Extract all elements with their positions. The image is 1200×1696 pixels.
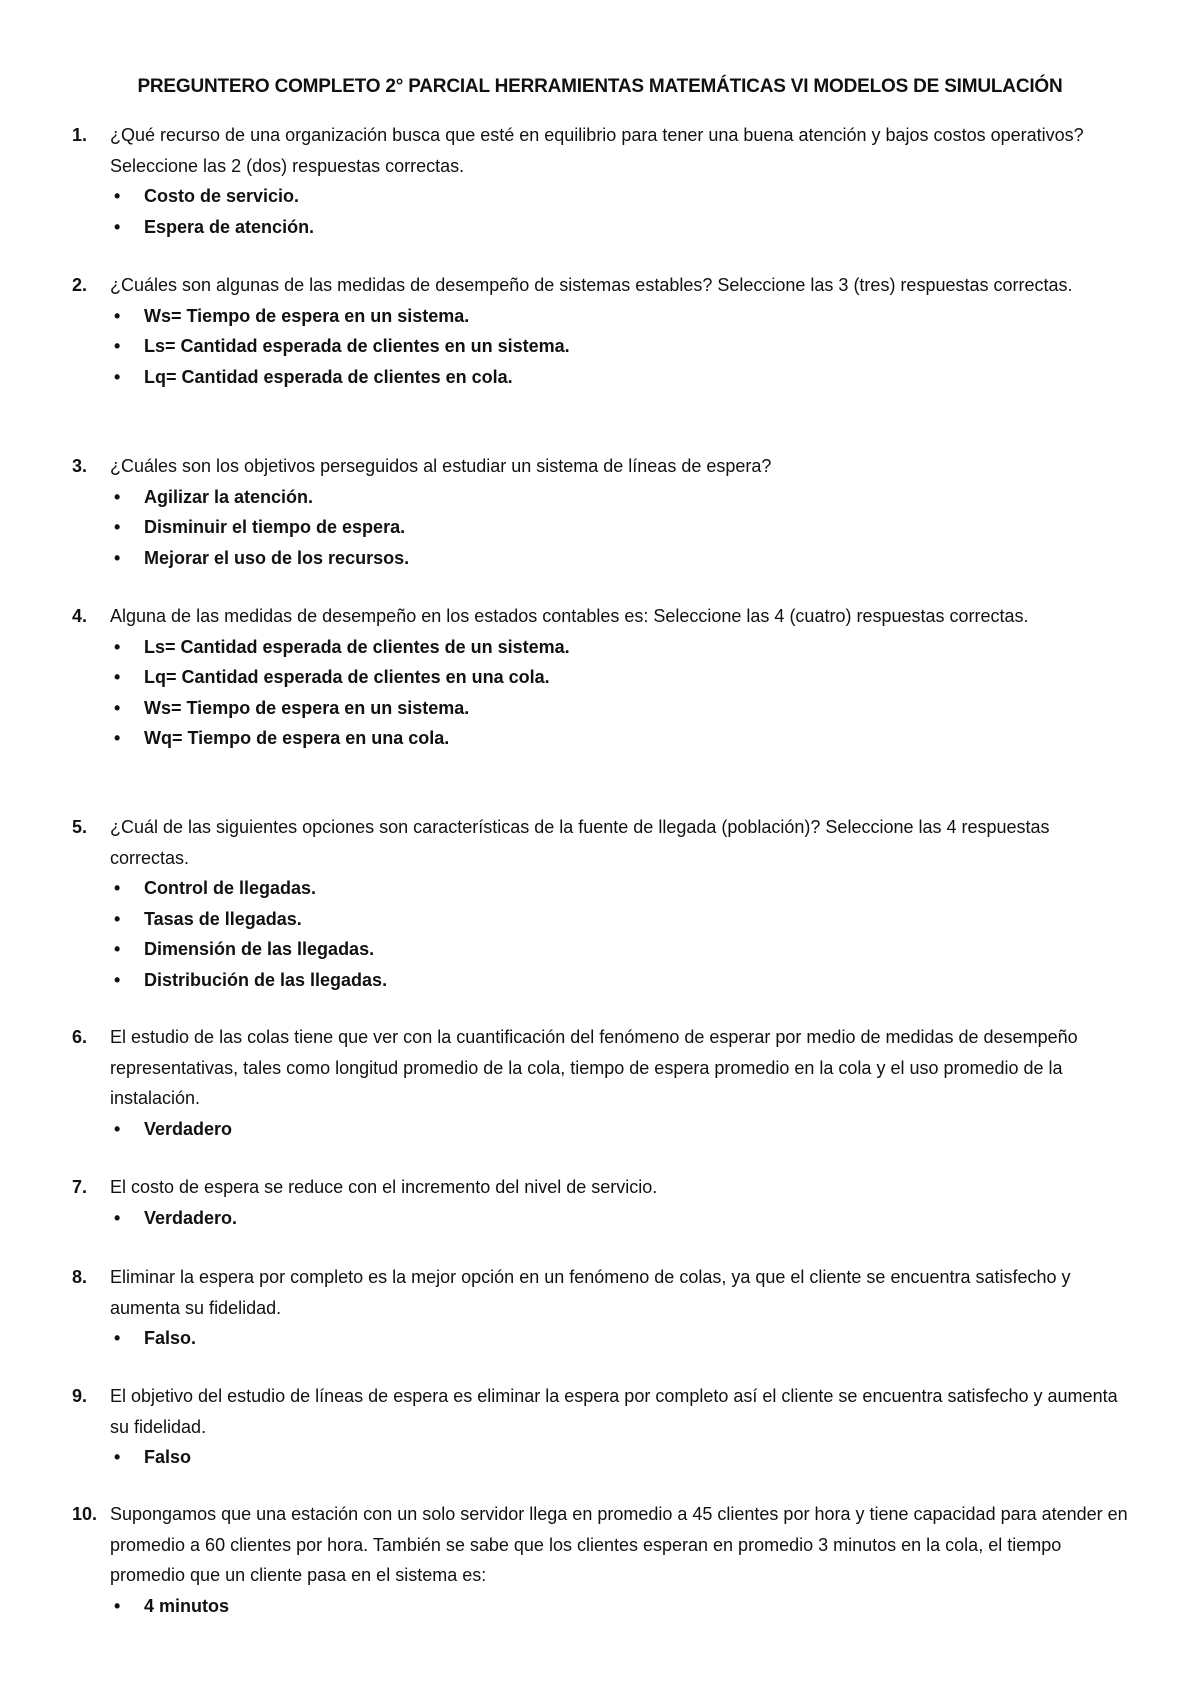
- question-text: Supongamos que una estación con un solo servidor llega en promedio a 45 clientes por hora y tiene capacidad para atender en promedio a 60 clientes por hora. También se sabe que los clientes esperan en promedio 3 minutos en la cola, el tiempo promedio que un cliente pasa en el sistema es:: [110, 1504, 1128, 1585]
- answer-item: [110, 362, 1132, 393]
- bullet-icon: •: [114, 517, 121, 537]
- answer-item: [110, 301, 1132, 332]
- question-9: [72, 1381, 1132, 1473]
- bullet-icon: •: [114, 728, 121, 748]
- bullet-icon: •: [114, 939, 121, 959]
- answer-item: [110, 632, 1132, 663]
- answer-item: [110, 543, 1132, 574]
- question-6: [72, 1022, 1132, 1144]
- answer-list: [72, 632, 1132, 754]
- question-text: ¿Cuáles son algunas de las medidas de desempeño de sistemas estables? Seleccione las 3 (tres) respuestas correctas.: [110, 275, 1073, 295]
- bullet-icon: •: [114, 1328, 121, 1348]
- bullet-icon: •: [114, 969, 121, 990]
- answer-list: [72, 1442, 1132, 1473]
- answer-item: [110, 512, 1132, 543]
- answer-text: Ws= Tiempo de espera en un sistema.: [144, 697, 470, 718]
- answer-text: Verdadero.: [144, 1207, 238, 1228]
- question-text: Eliminar la espera por completo es la mejor opción en un fenómeno de colas, ya que el cliente se encuentra satisfecho y aumenta su fidelidad.: [110, 1267, 1071, 1318]
- question-8: [72, 1262, 1132, 1354]
- answer-text: Lq= Cantidad esperada de clientes en una cola.: [144, 667, 550, 687]
- answer-text: Verdadero: [144, 1118, 233, 1139]
- answer-list: [72, 1203, 1132, 1234]
- question-4: [72, 601, 1132, 754]
- answer-text: Falso.: [144, 1328, 197, 1348]
- question-1: [72, 120, 1132, 242]
- answer-item: [110, 212, 1132, 243]
- bullet-icon: •: [114, 216, 121, 237]
- answer-item: [110, 904, 1132, 935]
- answer-text: Disminuir el tiempo de espera.: [144, 517, 406, 537]
- answer-list: [72, 1323, 1132, 1354]
- bullet-icon: •: [114, 1447, 121, 1467]
- bullet-icon: •: [114, 336, 121, 356]
- answer-item: [110, 662, 1132, 693]
- answer-text: Control de llegadas.: [144, 878, 317, 898]
- answer-list: [72, 873, 1132, 995]
- answer-text: Tasas de llegadas.: [144, 908, 302, 929]
- answer-text: Dimensión de las llegadas.: [144, 939, 375, 959]
- question-number: 4.: [72, 606, 88, 626]
- answer-item: [110, 965, 1132, 996]
- answer-item: [110, 1203, 1132, 1234]
- bullet-icon: •: [114, 1118, 121, 1139]
- question-number: 3.: [72, 456, 88, 476]
- question-number: 10.: [72, 1504, 98, 1524]
- answer-item: [110, 482, 1132, 513]
- answer-item: [110, 1323, 1132, 1354]
- answer-text: Ls= Cantidad esperada de clientes en un sistema.: [144, 336, 570, 356]
- answer-item: [110, 934, 1132, 965]
- answer-item: [110, 693, 1132, 724]
- bullet-icon: •: [114, 305, 121, 326]
- question-10: [72, 1499, 1132, 1621]
- document-title: PREGUNTERO COMPLETO 2° PARCIAL HERRAMIENTAS MATEMÁTICAS VI MODELOS DE SIMULACIÓN: [137, 76, 1063, 97]
- question-number: 8.: [72, 1267, 88, 1287]
- answer-text: Agilizar la atención.: [144, 486, 314, 507]
- bullet-icon: •: [114, 908, 121, 929]
- bullet-icon: •: [114, 878, 121, 898]
- question-text: El objetivo del estudio de líneas de espera es eliminar la espera por completo así el cliente se encuentra satisfecho y aumenta su fidelidad.: [110, 1386, 1118, 1437]
- answer-item: [110, 1114, 1132, 1145]
- question-5: [72, 812, 1132, 995]
- question-text: Alguna de las medidas de desempeño en los estados contables es: Seleccione las 4 (cuatro) respuestas correctas.: [110, 606, 1029, 626]
- answer-text: Distribución de las llegadas.: [144, 969, 388, 990]
- bullet-icon: •: [114, 486, 121, 507]
- answer-list: [72, 181, 1132, 242]
- question-text: ¿Cuáles son los objetivos perseguidos al estudiar un sistema de líneas de espera?: [110, 456, 772, 476]
- bullet-icon: •: [114, 667, 121, 687]
- question-number: 1.: [72, 125, 88, 145]
- answer-text: Ws= Tiempo de espera en un sistema.: [144, 305, 470, 326]
- question-7: [72, 1172, 1132, 1233]
- answer-text: 4 minutos: [144, 1595, 230, 1616]
- answer-item: [110, 1442, 1132, 1473]
- answer-list: [72, 1114, 1132, 1145]
- question-text: El costo de espera se reduce con el incremento del nivel de servicio.: [110, 1177, 658, 1197]
- answer-text: Espera de atención.: [144, 216, 315, 237]
- answer-item: [110, 1591, 1132, 1622]
- question-text: ¿Cuál de las siguientes opciones son características de la fuente de llegada (población)? Seleccione las 4 respuestas correctas.: [110, 817, 1050, 868]
- question-3: [72, 451, 1132, 573]
- answer-item: [110, 181, 1132, 212]
- answer-list: [72, 301, 1132, 393]
- bullet-icon: •: [114, 1595, 121, 1616]
- answer-text: Wq= Tiempo de espera en una cola.: [144, 728, 450, 748]
- answer-text: Mejorar el uso de los recursos.: [144, 547, 410, 568]
- answer-list: [72, 1591, 1132, 1622]
- bullet-icon: •: [114, 186, 121, 206]
- answer-list: [72, 482, 1132, 574]
- answer-item: [110, 723, 1132, 754]
- answer-text: Falso: [144, 1447, 192, 1467]
- bullet-icon: •: [114, 636, 121, 657]
- bullet-icon: •: [114, 1207, 121, 1228]
- question-text: El estudio de las colas tiene que ver con la cuantificación del fenómeno de esperar por medio de medidas de desempeño representativas, tales como longitud promedio de la cola, tiempo de espera promedio en la cola y el uso promedio de la instalación.: [110, 1027, 1078, 1108]
- answer-item: [110, 873, 1132, 904]
- answer-text: Ls= Cantidad esperada de clientes de un sistema.: [144, 636, 570, 657]
- bullet-icon: •: [114, 547, 121, 568]
- bullet-icon: •: [114, 366, 121, 387]
- question-number: 6.: [72, 1027, 88, 1047]
- question-number: 7.: [72, 1177, 88, 1197]
- question-2: [72, 270, 1132, 392]
- answer-text: Lq= Cantidad esperada de clientes en cola.: [144, 366, 513, 387]
- question-number: 5.: [72, 817, 88, 837]
- question-number: 9.: [72, 1386, 88, 1406]
- answer-text: Costo de servicio.: [144, 186, 300, 206]
- bullet-icon: •: [114, 697, 121, 718]
- answer-item: [110, 331, 1132, 362]
- question-number: 2.: [72, 275, 88, 295]
- question-text: ¿Qué recurso de una organización busca que esté en equilibrio para tener una buena atención y bajos costos operativos? Seleccione las 2 (dos) respuestas correctas.: [110, 125, 1084, 176]
